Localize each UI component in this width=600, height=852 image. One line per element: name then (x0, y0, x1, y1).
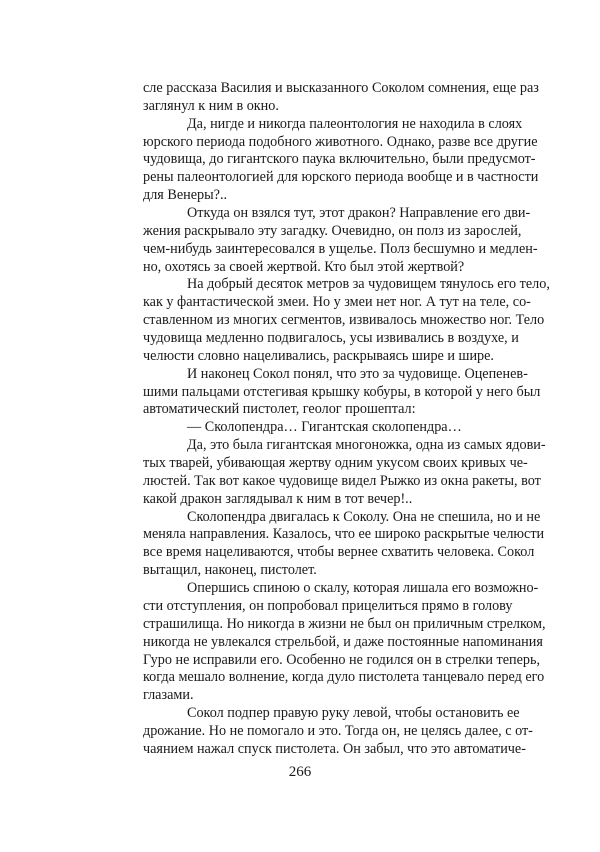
text-line: — Сколопендра… Гигантская сколопендра… (187, 419, 462, 436)
text-line: все время нацеливаются, чтобы вернее схватить человека. Сокол (143, 544, 535, 561)
page-number: 266 (288, 764, 312, 780)
text-line: Да, нигде и никогда палеонтология не находила в слоях (187, 115, 523, 132)
text-line: На добрый десяток метров за чудовищем тянулось его тело, (187, 276, 550, 293)
text-line: для Венеры?.. (143, 187, 228, 204)
text-line: чаянием нажал спуск пистолета. Он забыл, что это автоматиче- (143, 740, 526, 757)
text-line: как у фантастической змеи. Но у змеи нет ног. А тут на теле, со- (143, 294, 531, 311)
text-line: когда мешало волнение, когда дуло пистолета танцевало перед его (143, 669, 545, 686)
text-line: чудовища медленно подвигалось, усы извивались в воздухе, и (143, 330, 519, 347)
text-line: И наконец Сокол понял, что это за чудовище. Оцепенев- (187, 365, 528, 382)
text-line: жения раскрывало эту загадку. Очевидно, он полз из зарослей, (143, 222, 522, 239)
text-line: но, охотясь за своей жертвой. Кто был этой жертвой? (143, 258, 465, 275)
text-line: люстей. Так вот какое чудовище видел Рыжко из окна ракеты, вот (143, 472, 541, 489)
text-line: меняла направления. Казалось, что ее широко раскрытые челюсти (143, 526, 545, 543)
text-line: Откуда он взялся тут, этот дракон? Направление его дви- (187, 205, 531, 222)
text-line: никогда не увлекался стрельбой, и даже постоянные напоминания (143, 633, 543, 650)
text-line: сле рассказа Василия и высказанного Соколом сомнения, еще раз (143, 80, 539, 96)
text-line: шими пальцами отстегивая крышку кобуры, в которой у него был (143, 383, 541, 400)
text-line: страшилища. Но никогда в жизни не был он приличным стрелком, (143, 615, 546, 632)
text-line: глазами. (143, 687, 194, 704)
body-text (143, 80, 550, 759)
text-line: Опершись спиною о скалу, которая лишала его возможно- (187, 580, 539, 597)
text-line: рены палеонтологией для юрского периода вообще и в частности (143, 169, 539, 186)
text-line: вытащил, наконец, пистолет. (143, 562, 317, 579)
text-line: тых тварей, убивающая жертву одним укусом своих кривых че- (143, 455, 528, 472)
text-line: юрского периода подобного животного. Однако, разве все другие (143, 133, 538, 150)
text-line: ставленном из многих сегментов, извивалось множество ног. Тело (143, 312, 545, 329)
text-line: какой дракон заглядывал к ним в тот вечер!.. (143, 490, 413, 507)
text-line: чудовища, до гигантского паука включительно, были предусмот- (143, 151, 536, 168)
text-line: Сокол подпер правую руку левой, чтобы остановить ее (187, 705, 520, 722)
text-line: сти отступления, он попробовал прицелиться прямо в голову (143, 597, 513, 614)
text-line: дрожание. Но не помогало и это. Тогда он, не целясь далее, с от- (143, 722, 533, 739)
text-line: чем-нибудь заинтересовался в ущелье. Полз бесшумно и медлен- (143, 240, 538, 257)
text-line: Да, это была гигантская многоножка, одна из самых ядови- (187, 437, 546, 454)
text-line: заглянул к ним в окно. (143, 97, 279, 114)
text-line: Гуро не исправили его. Особенно не годился он в стрелки теперь, (143, 651, 541, 668)
text-line: Сколопендра двигалась к Соколу. Она не спешила, но и не (187, 508, 541, 525)
text-line: челюсти словно нацеливались, раскрываясь шире и шире. (143, 347, 494, 364)
text-line: автоматический пистолет, геолог прошептал: (143, 401, 416, 418)
